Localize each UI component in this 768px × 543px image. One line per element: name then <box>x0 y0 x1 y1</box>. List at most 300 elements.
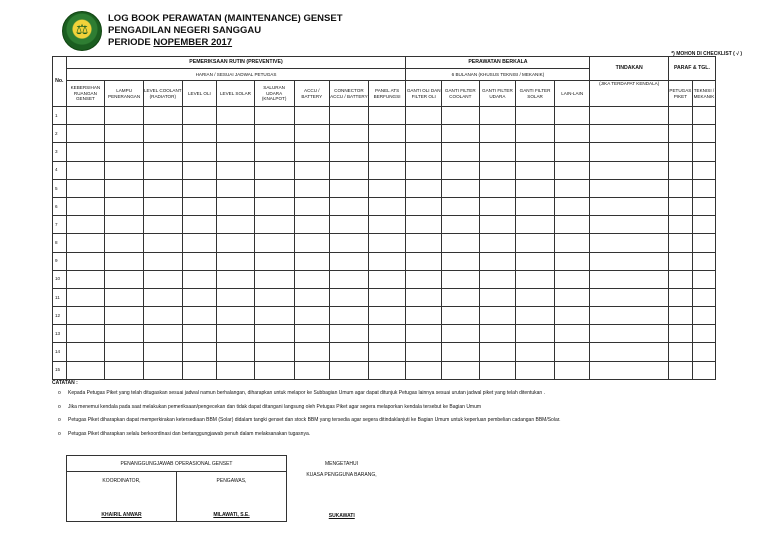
header-paraf: PARAF & TGL. <box>668 57 715 81</box>
checklist-cell[interactable] <box>143 107 182 125</box>
checklist-cell[interactable] <box>479 125 516 143</box>
checklist-cell[interactable] <box>217 234 255 252</box>
checklist-cell[interactable] <box>182 143 217 161</box>
checklist-cell[interactable] <box>294 234 330 252</box>
col-kebersihan: KEBERSIHAN RUANGAN GENSET <box>66 81 105 107</box>
checklist-cell[interactable] <box>554 125 590 143</box>
checklist-cell[interactable] <box>105 107 144 125</box>
checklist-cell[interactable] <box>692 216 715 234</box>
checklist-cell[interactable] <box>294 143 330 161</box>
checklist-cell[interactable] <box>441 343 479 361</box>
checklist-cell[interactable] <box>368 361 406 379</box>
checklist-cell[interactable] <box>143 234 182 252</box>
checklist-cell[interactable] <box>294 270 330 288</box>
checklist-cell[interactable] <box>441 307 479 325</box>
checklist-cell[interactable] <box>182 125 217 143</box>
checklist-cell[interactable] <box>182 288 217 306</box>
checklist-cell[interactable] <box>330 107 369 125</box>
checklist-cell[interactable] <box>668 107 692 125</box>
checklist-cell[interactable] <box>182 252 217 270</box>
checklist-cell[interactable] <box>368 343 406 361</box>
note-item <box>58 431 742 445</box>
checklist-cell[interactable] <box>254 252 294 270</box>
checklist-cell[interactable] <box>554 107 590 125</box>
checklist-cell[interactable] <box>479 307 516 325</box>
court-logo-icon <box>62 11 102 51</box>
checklist-cell[interactable] <box>105 143 144 161</box>
checklist-cell[interactable] <box>554 361 590 379</box>
checklist-cell[interactable] <box>105 179 144 197</box>
checklist-cell[interactable] <box>554 307 590 325</box>
checklist-cell[interactable] <box>516 143 555 161</box>
checklist-cell[interactable] <box>479 343 516 361</box>
checklist-cell[interactable] <box>254 270 294 288</box>
col-saluran-udara: SALURAN UDARA (KNALPOT) <box>254 81 294 107</box>
checklist-cell[interactable] <box>66 270 105 288</box>
checklist-cell[interactable] <box>554 197 590 215</box>
checklist-cell[interactable] <box>668 143 692 161</box>
header-titles <box>108 13 343 49</box>
checklist-cell[interactable] <box>668 125 692 143</box>
row-number: 3 <box>53 143 67 161</box>
checklist-cell[interactable] <box>590 216 668 234</box>
checklist-cell[interactable] <box>406 234 442 252</box>
checklist-cell[interactable] <box>554 343 590 361</box>
checklist-cell[interactable] <box>441 216 479 234</box>
checklist-cell[interactable] <box>217 216 255 234</box>
checklist-cell[interactable] <box>692 234 715 252</box>
checklist-cell[interactable] <box>441 197 479 215</box>
checklist-cell[interactable] <box>590 179 668 197</box>
col-lampu: LAMPU PENERANGAN <box>105 81 144 107</box>
checklist-cell[interactable] <box>406 179 442 197</box>
checklist-cell[interactable] <box>294 107 330 125</box>
checklist-cell[interactable] <box>66 143 105 161</box>
checklist-cell[interactable] <box>330 216 369 234</box>
table-row <box>53 252 716 270</box>
checklist-cell[interactable] <box>330 125 369 143</box>
col-ganti-oli: GANTI OLI DAN FILTER OLI <box>406 81 442 107</box>
checklist-cell[interactable] <box>254 179 294 197</box>
checklist-cell[interactable] <box>590 325 668 343</box>
note-item <box>58 404 742 418</box>
checklist-cell[interactable] <box>143 270 182 288</box>
checklist-cell[interactable] <box>368 161 406 179</box>
table-row <box>53 325 716 343</box>
checklist-cell[interactable] <box>368 125 406 143</box>
checklist-cell[interactable] <box>182 161 217 179</box>
checklist-cell[interactable] <box>406 107 442 125</box>
checklist-cell[interactable] <box>516 179 555 197</box>
checklist-cell[interactable] <box>66 343 105 361</box>
checklist-cell[interactable] <box>294 361 330 379</box>
notes-list <box>52 390 742 444</box>
bullet-icon: o <box>58 430 61 437</box>
checklist-cell[interactable] <box>406 143 442 161</box>
checklist-cell[interactable] <box>217 179 255 197</box>
checklist-cell[interactable] <box>254 161 294 179</box>
checklist-cell[interactable] <box>105 216 144 234</box>
header-berkala-sub: 6 BULANAN (KHUSUS TEKNISI / MEKANIK) <box>406 69 590 81</box>
checklist-cell[interactable] <box>330 307 369 325</box>
checklist-cell[interactable] <box>479 234 516 252</box>
checklist-cell[interactable] <box>105 270 144 288</box>
checklist-cell[interactable] <box>479 143 516 161</box>
checklist-cell[interactable] <box>66 125 105 143</box>
checklist-cell[interactable] <box>368 307 406 325</box>
checklist-cell[interactable] <box>668 252 692 270</box>
checklist-cell[interactable] <box>294 307 330 325</box>
checklist-cell[interactable] <box>516 270 555 288</box>
checklist-cell[interactable] <box>441 252 479 270</box>
checklist-cell[interactable] <box>692 197 715 215</box>
checklist-cell[interactable] <box>516 234 555 252</box>
checklist-cell[interactable] <box>254 125 294 143</box>
checklist-cell[interactable] <box>143 343 182 361</box>
checklist-cell[interactable] <box>105 161 144 179</box>
checklist-cell[interactable] <box>590 307 668 325</box>
table-row <box>53 143 716 161</box>
checklist-cell[interactable] <box>590 270 668 288</box>
checklist-cell[interactable] <box>105 361 144 379</box>
checklist-cell[interactable] <box>330 270 369 288</box>
checklist-cell[interactable] <box>692 343 715 361</box>
checklist-cell[interactable] <box>254 143 294 161</box>
checklist-cell[interactable] <box>330 197 369 215</box>
signer-pengawas: MILAWATI, S.E. <box>213 512 250 518</box>
checklist-cell[interactable] <box>516 216 555 234</box>
row-number: 8 <box>53 234 67 252</box>
checklist-cell[interactable] <box>479 179 516 197</box>
checklist-cell[interactable] <box>692 107 715 125</box>
checklist-cell[interactable] <box>143 252 182 270</box>
checklist-cell[interactable] <box>66 216 105 234</box>
period-label: PERIODE <box>108 37 151 48</box>
checklist-cell[interactable] <box>217 161 255 179</box>
checklist-cell[interactable] <box>217 307 255 325</box>
checklist-cell[interactable] <box>254 343 294 361</box>
checklist-cell[interactable] <box>406 361 442 379</box>
checklist-cell[interactable] <box>105 288 144 306</box>
checklist-cell[interactable] <box>368 197 406 215</box>
checklist-cell[interactable] <box>668 361 692 379</box>
checklist-cell[interactable] <box>105 197 144 215</box>
table-row <box>53 216 716 234</box>
title-line-2: PENGADILAN NEGERI SANGGAU <box>108 25 262 36</box>
checklist-cell[interactable] <box>182 234 217 252</box>
checklist-cell[interactable] <box>254 325 294 343</box>
checklist-cell[interactable] <box>406 288 442 306</box>
checklist-cell[interactable] <box>368 216 406 234</box>
checklist-cell[interactable] <box>330 361 369 379</box>
checklist-cell[interactable] <box>516 161 555 179</box>
checklist-cell[interactable] <box>554 252 590 270</box>
checklist-cell[interactable] <box>590 143 668 161</box>
checklist-cell[interactable] <box>330 161 369 179</box>
table-row <box>53 125 716 143</box>
checklist-cell[interactable] <box>143 161 182 179</box>
signature-table <box>66 455 397 522</box>
checklist-cell[interactable] <box>554 288 590 306</box>
note-item <box>58 390 742 404</box>
checklist-cell[interactable] <box>516 343 555 361</box>
checklist-cell[interactable] <box>479 252 516 270</box>
checklist-cell[interactable] <box>330 252 369 270</box>
checklist-cell[interactable] <box>294 288 330 306</box>
checklist-cell[interactable] <box>217 107 255 125</box>
checklist-cell[interactable] <box>254 234 294 252</box>
table-row <box>53 343 716 361</box>
col-filter-solar: GANTI FILTER SOLAR <box>516 81 555 107</box>
checklist-cell[interactable] <box>368 107 406 125</box>
checklist-cell[interactable] <box>217 252 255 270</box>
checklist-cell[interactable] <box>692 252 715 270</box>
checklist-cell[interactable] <box>254 216 294 234</box>
checklist-cell[interactable] <box>330 179 369 197</box>
checklist-cell[interactable] <box>554 143 590 161</box>
title-line-1: LOG BOOK PERAWATAN (MAINTENANCE) GENSET <box>108 13 343 24</box>
checklist-cell[interactable] <box>668 343 692 361</box>
checklist-cell[interactable] <box>441 325 479 343</box>
checklist-cell[interactable] <box>441 361 479 379</box>
checklist-cell[interactable] <box>668 288 692 306</box>
checklist-cell[interactable] <box>554 270 590 288</box>
col-panel-ats: PANEL ATS BERFUNGSI <box>368 81 406 107</box>
checklist-cell[interactable] <box>516 197 555 215</box>
checklist-cell[interactable] <box>294 216 330 234</box>
checklist-cell[interactable] <box>217 325 255 343</box>
checklist-cell[interactable] <box>368 288 406 306</box>
checklist-cell[interactable] <box>441 234 479 252</box>
checklist-cell[interactable] <box>217 125 255 143</box>
checklist-cell[interactable] <box>182 307 217 325</box>
checklist-cell[interactable] <box>516 107 555 125</box>
checklist-cell[interactable] <box>182 197 217 215</box>
header-preventive: PEMERIKSAAN RUTIN (PREVENTIVE) <box>66 57 406 69</box>
checklist-cell[interactable] <box>668 197 692 215</box>
checklist-cell[interactable] <box>143 325 182 343</box>
checklist-cell[interactable] <box>294 161 330 179</box>
checklist-cell[interactable] <box>330 325 369 343</box>
checklist-cell[interactable] <box>254 307 294 325</box>
checklist-cell[interactable] <box>294 343 330 361</box>
period-value: NOPEMBER 2017 <box>153 37 233 48</box>
checklist-cell[interactable] <box>554 216 590 234</box>
col-connector: CONNECTOR ACCU / BATTERY <box>330 81 369 107</box>
checklist-cell[interactable] <box>182 179 217 197</box>
checklist-cell[interactable] <box>217 288 255 306</box>
checklist-cell[interactable] <box>143 125 182 143</box>
checklist-cell[interactable] <box>217 361 255 379</box>
checklist-cell[interactable] <box>406 197 442 215</box>
checklist-cell[interactable] <box>516 125 555 143</box>
checklist-cell[interactable] <box>294 325 330 343</box>
checklist-cell[interactable] <box>143 197 182 215</box>
checklist-cell[interactable] <box>590 288 668 306</box>
pj-title: PENANGGUNGJAWAB OPERASIONAL GENSET <box>67 456 287 472</box>
checklist-cell[interactable] <box>406 161 442 179</box>
checklist-cell[interactable] <box>406 343 442 361</box>
checklist-cell[interactable] <box>668 216 692 234</box>
checklist-cell[interactable] <box>692 125 715 143</box>
checklist-cell[interactable] <box>330 343 369 361</box>
checklist-cell[interactable] <box>590 361 668 379</box>
checklist-cell[interactable] <box>66 234 105 252</box>
checklist-cell[interactable] <box>217 270 255 288</box>
checklist-cell[interactable] <box>66 107 105 125</box>
checklist-cell[interactable] <box>66 179 105 197</box>
col-teknisi: TEKNISI / MEKANIK <box>692 81 715 107</box>
checklist-cell[interactable] <box>182 343 217 361</box>
checklist-cell[interactable] <box>406 252 442 270</box>
checklist-cell[interactable] <box>182 325 217 343</box>
col-filter-udara: GANTI FILTER UDARA <box>479 81 516 107</box>
checklist-cell[interactable] <box>66 197 105 215</box>
checklist-cell[interactable] <box>668 179 692 197</box>
table-row <box>53 270 716 288</box>
checklist-cell[interactable] <box>406 125 442 143</box>
checklist-cell[interactable] <box>368 252 406 270</box>
checklist-cell[interactable] <box>143 216 182 234</box>
checklist-cell[interactable] <box>441 179 479 197</box>
checklist-cell[interactable] <box>590 343 668 361</box>
checklist-cell[interactable] <box>105 125 144 143</box>
checklist-cell[interactable] <box>217 143 255 161</box>
checklist-cell[interactable] <box>590 107 668 125</box>
checklist-cell[interactable] <box>368 234 406 252</box>
checklist-cell[interactable] <box>668 270 692 288</box>
notes-label: CATATAN : <box>52 380 78 386</box>
checklist-cell[interactable] <box>368 325 406 343</box>
col-level-oli: LEVEL OLI <box>182 81 217 107</box>
checklist-cell[interactable] <box>182 361 217 379</box>
checklist-cell[interactable] <box>479 325 516 343</box>
checklist-cell[interactable] <box>441 270 479 288</box>
table-row <box>53 107 716 125</box>
checklist-cell[interactable] <box>668 161 692 179</box>
checklist-cell[interactable] <box>254 288 294 306</box>
checklist-cell[interactable] <box>479 288 516 306</box>
checklist-cell[interactable] <box>441 288 479 306</box>
checklist-cell[interactable] <box>143 143 182 161</box>
checklist-cell[interactable] <box>254 197 294 215</box>
checklist-cell[interactable] <box>479 107 516 125</box>
checklist-cell[interactable] <box>516 252 555 270</box>
checklist-cell[interactable] <box>294 252 330 270</box>
checklist-cell[interactable] <box>516 307 555 325</box>
checklist-cell[interactable] <box>692 270 715 288</box>
checklist-cell[interactable] <box>516 288 555 306</box>
checklist-cell[interactable] <box>105 252 144 270</box>
checklist-cell[interactable] <box>554 179 590 197</box>
checklist-cell[interactable] <box>692 143 715 161</box>
table-row <box>53 307 716 325</box>
checklist-cell[interactable] <box>590 125 668 143</box>
checklist-cell[interactable] <box>182 107 217 125</box>
col-coolant: LEVEL COOLANT (RADIATOR) <box>143 81 182 107</box>
checklist-cell[interactable] <box>406 270 442 288</box>
checklist-cell[interactable] <box>330 234 369 252</box>
checklist-cell[interactable] <box>590 252 668 270</box>
checklist-cell[interactable] <box>368 179 406 197</box>
checklist-cell[interactable] <box>105 307 144 325</box>
checklist-cell[interactable] <box>406 216 442 234</box>
checklist-cell[interactable] <box>590 234 668 252</box>
checklist-cell[interactable] <box>66 325 105 343</box>
checklist-cell[interactable] <box>294 125 330 143</box>
checklist-cell[interactable] <box>182 270 217 288</box>
checklist-cell[interactable] <box>668 234 692 252</box>
checklist-cell[interactable] <box>143 179 182 197</box>
checklist-cell[interactable] <box>441 107 479 125</box>
checklist-cell[interactable] <box>692 288 715 306</box>
checklist-cell[interactable] <box>441 161 479 179</box>
checklist-cell[interactable] <box>66 288 105 306</box>
checklist-cell[interactable] <box>406 307 442 325</box>
checklist-cell[interactable] <box>441 143 479 161</box>
checklist-cell[interactable] <box>516 361 555 379</box>
checklist-cell[interactable] <box>692 179 715 197</box>
checklist-cell[interactable] <box>294 179 330 197</box>
checklist-cell[interactable] <box>692 325 715 343</box>
checklist-cell[interactable] <box>254 361 294 379</box>
checklist-cell[interactable] <box>66 361 105 379</box>
checklist-cell[interactable] <box>330 143 369 161</box>
checklist-cell[interactable] <box>692 161 715 179</box>
checklist-cell[interactable] <box>294 197 330 215</box>
checklist-cell[interactable] <box>368 270 406 288</box>
checklist-cell[interactable] <box>217 343 255 361</box>
checklist-cell[interactable] <box>668 325 692 343</box>
checklist-cell[interactable] <box>441 125 479 143</box>
col-accu: ACCU / BATTERY <box>294 81 330 107</box>
signer-kpa: SUKAWATI <box>328 512 355 519</box>
checklist-cell[interactable] <box>692 361 715 379</box>
checklist-cell[interactable] <box>330 288 369 306</box>
checklist-cell[interactable] <box>105 343 144 361</box>
checklist-cell[interactable] <box>66 307 105 325</box>
checklist-cell[interactable] <box>143 361 182 379</box>
maintenance-log-table <box>52 56 716 380</box>
table-row <box>53 288 716 306</box>
checklist-cell[interactable] <box>66 161 105 179</box>
checklist-cell[interactable] <box>590 197 668 215</box>
checklist-cell[interactable] <box>479 161 516 179</box>
checklist-cell[interactable] <box>554 234 590 252</box>
checklist-cell[interactable] <box>143 288 182 306</box>
checklist-cell[interactable] <box>479 270 516 288</box>
checklist-cell[interactable] <box>554 325 590 343</box>
checklist-cell[interactable] <box>406 325 442 343</box>
checklist-cell[interactable] <box>105 234 144 252</box>
checklist-cell[interactable] <box>692 307 715 325</box>
checklist-cell[interactable] <box>668 307 692 325</box>
table-row <box>53 361 716 379</box>
checklist-cell[interactable] <box>590 161 668 179</box>
checklist-cell[interactable] <box>479 216 516 234</box>
checklist-cell[interactable] <box>554 161 590 179</box>
checklist-cell[interactable] <box>368 143 406 161</box>
checklist-cell[interactable] <box>479 197 516 215</box>
checklist-cell[interactable] <box>217 197 255 215</box>
checklist-cell[interactable] <box>516 325 555 343</box>
checklist-cell[interactable] <box>182 216 217 234</box>
checklist-cell[interactable] <box>66 252 105 270</box>
checklist-cell[interactable] <box>105 325 144 343</box>
checklist-cell[interactable] <box>479 361 516 379</box>
checklist-cell[interactable] <box>254 107 294 125</box>
checklist-cell[interactable] <box>143 307 182 325</box>
